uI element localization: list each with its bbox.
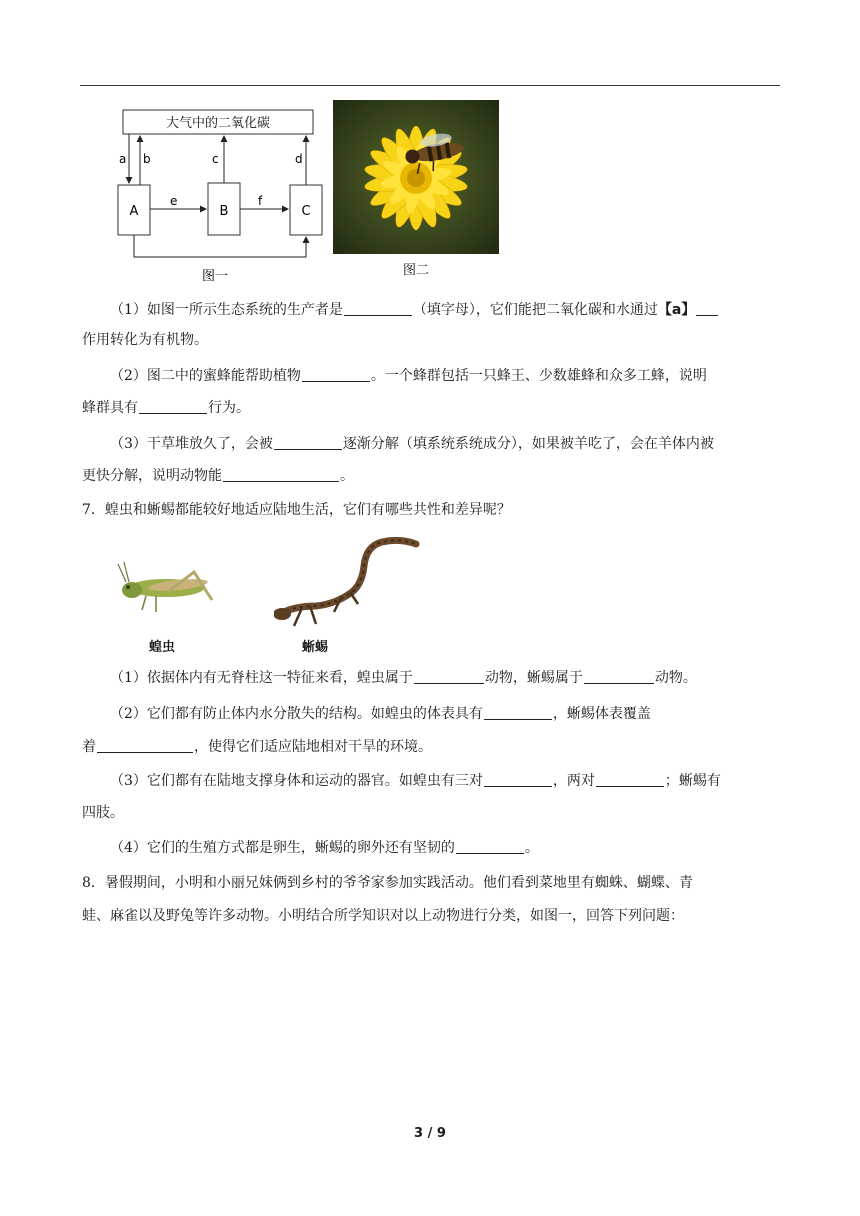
q7-p1-text-b: 动物，蜥蜴属于 [484,670,583,686]
q7-p3-text-d: 四肢。 [82,805,124,821]
figure2-caption: 图二 [402,263,430,278]
q7-p1-text-a: （1）依据体内有无脊柱这一特征来看，蝗虫属于 [110,670,413,686]
locust-label: 蝗虫 [149,640,176,655]
q6-part2-line1 [82,366,810,386]
answer-blank[interactable] [302,367,370,382]
q7-stem-text: 7．蝗虫和蜥蜴都能较好地适应陆地生活，它们有哪些共性和差异呢？ [82,502,511,518]
q7-p2-text-b: ，蜥蜴体表覆盖 [552,706,651,722]
answer-blank[interactable] [139,399,207,414]
q6-p2-text-b: 。一个蜂群包括一只蜂王、少数雄蜂和众多工蜂，说明 [370,368,707,384]
q7-p4-text-a: （4）它们的生殖方式都是卵生，蜥蜴的卵外还有坚韧的 [110,840,455,856]
answer-blank[interactable] [414,669,484,684]
q6-part1-line1 [82,300,810,320]
lizard-image [274,536,420,632]
q7-part1 [82,668,810,688]
q7-p4-text-b: 。 [524,840,539,856]
q6-p1-bracket: 【a】 [657,302,696,318]
co2-box-label: 大气中的二氧化碳 [165,116,271,131]
q8-line1-text: 8．暑假期间，小明和小丽兄妹俩到乡村的爷爷家参加实践活动。他们看到菜地里有蜘蛛、蝴蝶、青 [82,875,693,891]
figure1-diagram [110,105,325,285]
q7-stem [82,500,782,520]
q6-part3-line1 [82,434,810,454]
answer-blank[interactable] [223,467,339,482]
q7-p3-text-a: （3）它们都有在陆地支撑身体和运动的器官。如蝗虫有三对 [110,773,483,789]
q6-p1-text-b: （填字母），它们能把二氧化碳和水通过 [412,302,658,318]
box-b-label: B [219,204,229,219]
arrow-label-b: b [143,152,151,166]
q6-part2-line2 [82,398,782,418]
q8-line2-text: 蛙、麻雀以及野兔等许多动物。小明结合所学知识对以上动物进行分类，如图一，回答下列问题： [82,908,684,924]
q6-p1-text-a: （1）如图一所示生态系统的生产者是 [110,302,343,318]
q6-part1-line2 [82,330,782,350]
figure1-caption: 图一 [201,269,229,284]
answer-blank[interactable] [274,435,342,450]
q6-p3-text-c: 更快分解，说明动物能 [82,468,222,484]
q6-p3-text-a: （3）干草堆放久了，会被 [110,436,273,452]
q7-part2-line2 [82,737,782,757]
answer-blank[interactable] [596,772,664,787]
lizard-label: 蜥蜴 [302,640,329,655]
answer-blank[interactable] [484,705,552,720]
arrow-label-f: f [258,194,263,208]
answer-blank[interactable] [97,738,193,753]
q6-p2-text-d: 行为。 [208,400,250,416]
q6-p3-text-d: 。 [340,468,354,484]
q6-p1-text-c: 作用转化为有机物。 [82,332,208,348]
q7-part3-line1 [82,771,810,791]
box-c-label: C [301,204,311,219]
q6-p3-text-b: 逐渐分解（填系统系统成分），如果被羊吃了，会在羊体内被 [342,436,714,452]
answer-blank[interactable] [696,301,718,316]
q7-p3-text-b: ，两对 [552,773,595,789]
q7-part4 [82,838,810,858]
box-a-label: A [129,204,139,219]
q8-stem-line2 [82,906,782,926]
answer-blank[interactable] [584,669,654,684]
q8-stem-line1 [82,873,782,893]
answer-blank[interactable] [484,772,552,787]
q7-p2-text-c: 着 [82,739,96,755]
arrow-label-e: e [170,194,178,208]
arrow-label-c: c [212,152,219,166]
arrow-label-a: a [119,152,127,166]
locust-image [116,560,222,620]
q6-part3-line2 [82,466,782,486]
arrow-label-d: d [295,152,303,166]
header-rule [80,85,780,86]
q7-p3-text-c: ；蜥蜴有 [664,773,721,789]
q7-p2-text-d: ，使得它们适应陆地相对干旱的环境。 [194,739,432,755]
q7-p2-text-a: （2）它们都有防止体内水分散失的结构。如蝗虫的体表具有 [110,706,483,722]
answer-blank[interactable] [456,839,524,854]
answer-blank[interactable] [344,301,412,316]
q7-part3-line2 [82,803,782,823]
q7-p1-text-c: 动物。 [654,670,697,686]
q7-part2-line1 [82,704,810,724]
q6-p2-text-c: 蜂群具有 [82,400,138,416]
q6-p2-text-a: （2）图二中的蜜蜂能帮助植物 [110,368,301,384]
page-number: 3 / 9 [414,1126,446,1141]
figure2-flower-bee-image [333,100,499,280]
